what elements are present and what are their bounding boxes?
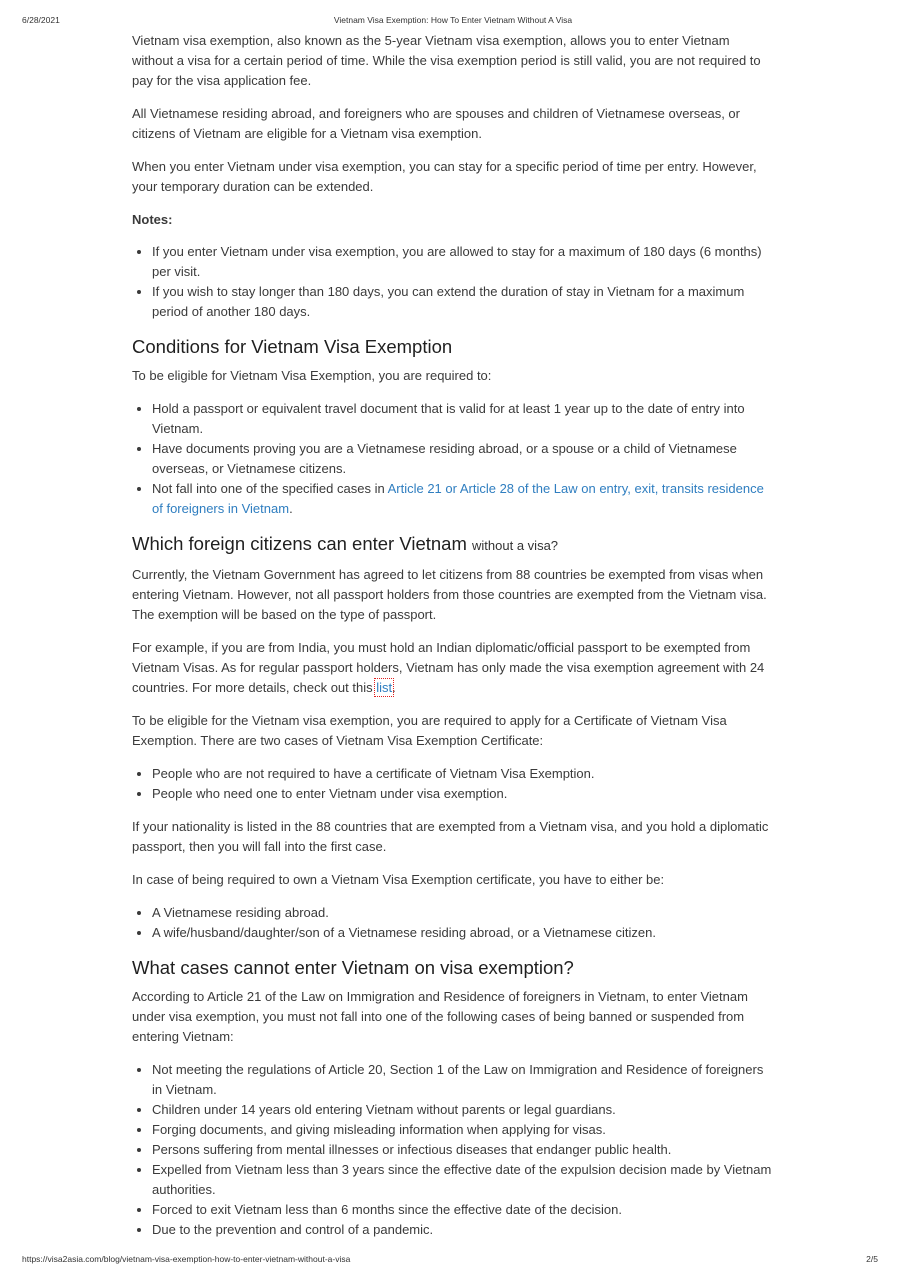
list-item: • Forced to exit Vietnam less than 6 months since the effective date of the decision.: [152, 1200, 772, 1220]
intro-paragraph-2: All Vietnamese residing abroad, and foreigners who are spouses and children of Vietnamese overseas, or citizens of Vietnam are eligible for a Vietnam visa exemption.: [132, 106, 740, 141]
list-item: • Not meeting the regulations of Article 20, Section 1 of the Law on Immigration and Residence of foreigners in Vietnam.: [152, 1060, 772, 1100]
intro-paragraph-1: Vietnam visa exemption, also known as the 5-year Vietnam visa exemption, allows you to enter Vietnam without a visa for a certain period of time. While the visa exemption period is still valid, you are not required to pay for the visa application fee.: [132, 33, 761, 88]
conditions-lead: To be eligible for Vietnam Visa Exemption, you are required to:: [132, 368, 492, 383]
list-item: [152, 479, 772, 519]
page-number: 2/5: [866, 1254, 878, 1264]
law-article-link[interactable]: Article 21 or Article 28 of the Law on entry, exit, transits residence of foreigners in Vietnam: [152, 481, 764, 516]
list-item: • People who need one to enter Vietnam under visa exemption.: [152, 784, 772, 804]
list-item: • Persons suffering from mental illnesses or infectious diseases that endanger public health.: [152, 1140, 772, 1160]
cannot-enter-heading: What cases cannot enter Vietnam on visa exemption?: [132, 957, 574, 978]
list-item-suffix: .: [289, 501, 293, 516]
list-item: • A Vietnamese residing abroad.: [152, 903, 772, 923]
cannot-enter-lead: According to Article 21 of the Law on Immigration and Residence of foreigners in Vietnam, to enter Vietnam under visa exemption, you must not fall into one of the following cases of being banned or suspended from entering Vietnam:: [132, 989, 748, 1044]
conditions-heading: Conditions for Vietnam Visa Exemption: [132, 336, 453, 357]
which-paragraph-2-text: For example, if you are from India, you must hold an Indian diplomatic/official passport to be exempted from Vietnam Visas. As for regular passport holders, Vietnam has only made the visa exemption agreement with 24 countries. For more details, check out this: [132, 640, 765, 695]
article-content: [132, 31, 772, 1253]
conditions-list: [132, 399, 772, 519]
cannot-enter-list: [132, 1060, 772, 1240]
list-item: • A wife/husband/daughter/son of a Vietnamese residing abroad, or a Vietnamese citizen.: [152, 923, 772, 943]
print-date: 6/28/2021: [22, 15, 60, 25]
notes-list: [132, 242, 772, 322]
list-item: • Children under 14 years old entering Vietnam without parents or legal guardians.: [152, 1100, 772, 1120]
certificate-cases-list: [132, 764, 772, 804]
intro-paragraph-3: When you enter Vietnam under visa exemption, you can stay for a specific period of time per entry. However, your temporary duration can be extended.: [132, 159, 757, 194]
country-list-link[interactable]: list: [376, 680, 393, 695]
either-list: [132, 903, 772, 943]
list-item: • Expelled from Vietnam less than 3 years since the effective date of the expulsion decision made by Vietnam authorities.: [152, 1160, 772, 1200]
list-item: • If you wish to stay longer than 180 days, you can extend the duration of stay in Vietnam for a maximum period of another 180 days.: [152, 282, 772, 322]
list-item: • Have documents proving you are a Vietnamese residing abroad, or a spouse or a child of Vietnamese overseas, or Vietnamese citizens.: [152, 439, 772, 479]
which-paragraph-1: Currently, the Vietnam Government has agreed to let citizens from 88 countries be exempted from visas when entering Vietnam. However, not all passport holders from those countries are exempted from the Vietnam visa. The exemption will be based on the type of passport.: [132, 567, 767, 622]
which-paragraph-3: To be eligible for the Vietnam visa exemption, you are required to apply for a Certificate of Vietnam Visa Exemption. There are two cases of Vietnam Visa Exemption Certificate:: [132, 713, 727, 748]
which-paragraph-2-end: .: [392, 680, 396, 695]
print-url: https://visa2asia.com/blog/vietnam-visa-exemption-how-to-enter-vietnam-without-a-visa: [22, 1254, 351, 1264]
which-countries-heading-small: without a visa?: [472, 538, 559, 553]
which-countries-heading: [132, 532, 772, 558]
notes-label: Notes:: [132, 212, 173, 227]
which-countries-heading-main: Which foreign citizens can enter Vietnam: [132, 533, 467, 554]
which-paragraph-2: [132, 638, 772, 698]
list-item: • Hold a passport or equivalent travel document that is valid for at least 1 year up to the date of entry into Vietnam.: [152, 399, 772, 439]
list-item: • Due to the prevention and control of a pandemic.: [152, 1220, 772, 1240]
list-item: • People who are not required to have a certificate of Vietnam Visa Exemption.: [152, 764, 772, 784]
print-page-title: Vietnam Visa Exemption: How To Enter Vietnam Without A Visa: [333, 15, 573, 25]
list-item: • If you enter Vietnam under visa exemption, you are allowed to stay for a maximum of 180 days (6 months) per visit.: [152, 242, 772, 282]
which-paragraph-5: In case of being required to own a Vietnam Visa Exemption certificate, you have to either be:: [132, 872, 665, 887]
list-item: • Forging documents, and giving misleading information when applying for visas.: [152, 1120, 772, 1140]
list-item-prefix: Not fall into one of the specified cases in: [152, 481, 388, 496]
which-paragraph-4: If your nationality is listed in the 88 countries that are exempted from a Vietnam visa, and you hold a diplomatic passport, then you will fall into the first case.: [132, 819, 769, 854]
